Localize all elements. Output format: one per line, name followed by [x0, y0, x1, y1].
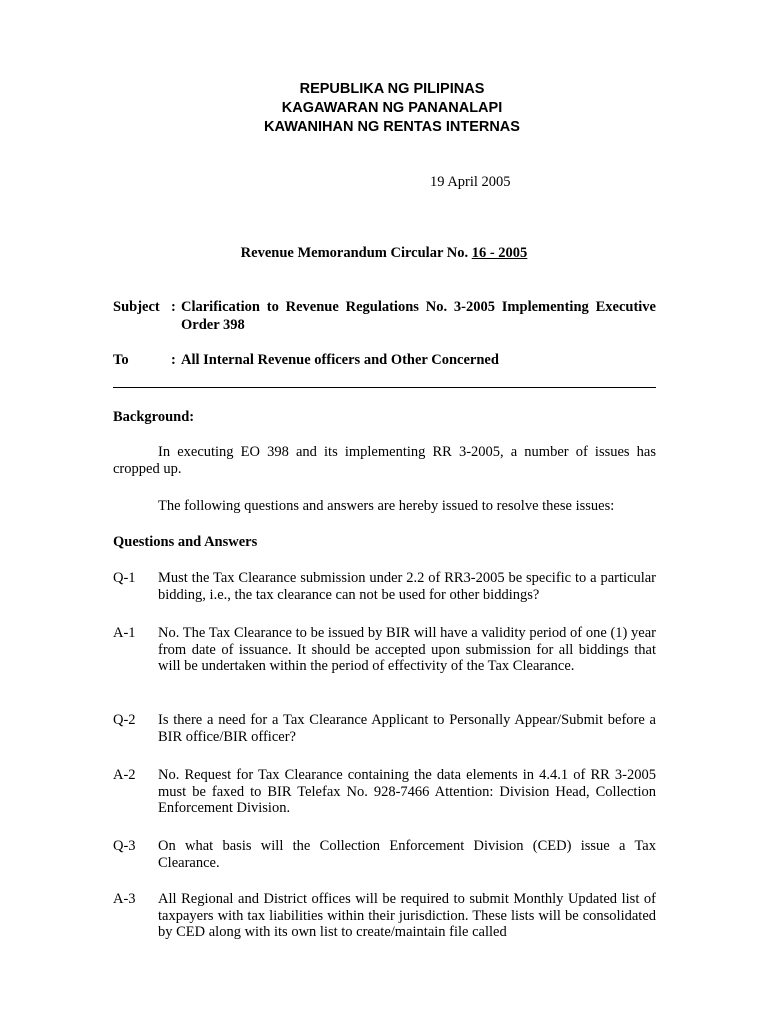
to-label: To: [113, 352, 129, 368]
qa-text: No. Request for Tax Clearance containing the data elements in 4.4.1 of RR 3-2005 must be faxed to BIR Telefax No. 928-7466 Attention: Division Head, Collection Enforcement Division.: [158, 767, 656, 816]
to-colon: :: [171, 352, 176, 368]
header-line-bureau: KAWANIHAN NG RENTAS INTERNAS: [264, 119, 520, 135]
circular-prefix: Revenue Memorandum Circular No.: [240, 245, 469, 261]
qa-tag: A-3: [113, 891, 136, 907]
divider-rule: [113, 387, 656, 388]
background-heading: Background:: [113, 409, 195, 425]
circular-title: [0, 245, 768, 262]
qa-text: On what basis will the Collection Enforcement Division (CED) issue a Tax Clearance.: [158, 838, 656, 871]
document-date: 19 April 2005: [430, 174, 511, 190]
qa-heading: Questions and Answers: [113, 534, 258, 550]
qa-tag: A-1: [113, 625, 136, 641]
agency-header: [0, 80, 768, 137]
subject-label: Subject: [113, 299, 160, 315]
subject-colon: :: [171, 299, 176, 315]
header-line-department: KAGAWARAN NG PANANALAPI: [281, 100, 503, 116]
qa-text: Is there a need for a Tax Clearance Applicant to Personally Appear/Submit before a BIR office/BIR officer?: [158, 712, 656, 745]
header-line-republic: REPUBLIKA NG PILIPINAS: [299, 81, 485, 97]
background-paragraph-1: In executing EO 398 and its implementing RR 3-2005, a number of issues has cropped up.: [113, 444, 656, 477]
background-paragraph-2: The following questions and answers are hereby issued to resolve these issues:: [158, 498, 615, 514]
to-text: All Internal Revenue officers and Other Concerned: [181, 352, 499, 368]
qa-tag: Q-3: [113, 838, 136, 854]
qa-tag: Q-2: [113, 712, 136, 728]
circular-number: 16 - 2005: [471, 245, 528, 261]
qa-text: All Regional and District offices will be required to submit Monthly Updated list of taxpayers with tax liabilities within their jurisdiction. These lists will be consolidated by CED along with its own list to create/maintain file called: [158, 891, 656, 940]
subject-text: Clarification to Revenue Regulations No. 3-2005 Implementing Executive Order 398: [181, 299, 656, 333]
qa-text: No. The Tax Clearance to be issued by BIR will have a validity period of one (1) year from date of issuance. It should be accepted upon submission for all biddings that will be undertaken within the period of effectivity of the Tax Clearance.: [158, 625, 656, 674]
qa-text: Must the Tax Clearance submission under 2.2 of RR3-2005 be specific to a particular bidding, i.e., the tax clearance can not be used for other biddings?: [158, 570, 656, 603]
qa-tag: Q-1: [113, 570, 136, 586]
qa-tag: A-2: [113, 767, 136, 783]
